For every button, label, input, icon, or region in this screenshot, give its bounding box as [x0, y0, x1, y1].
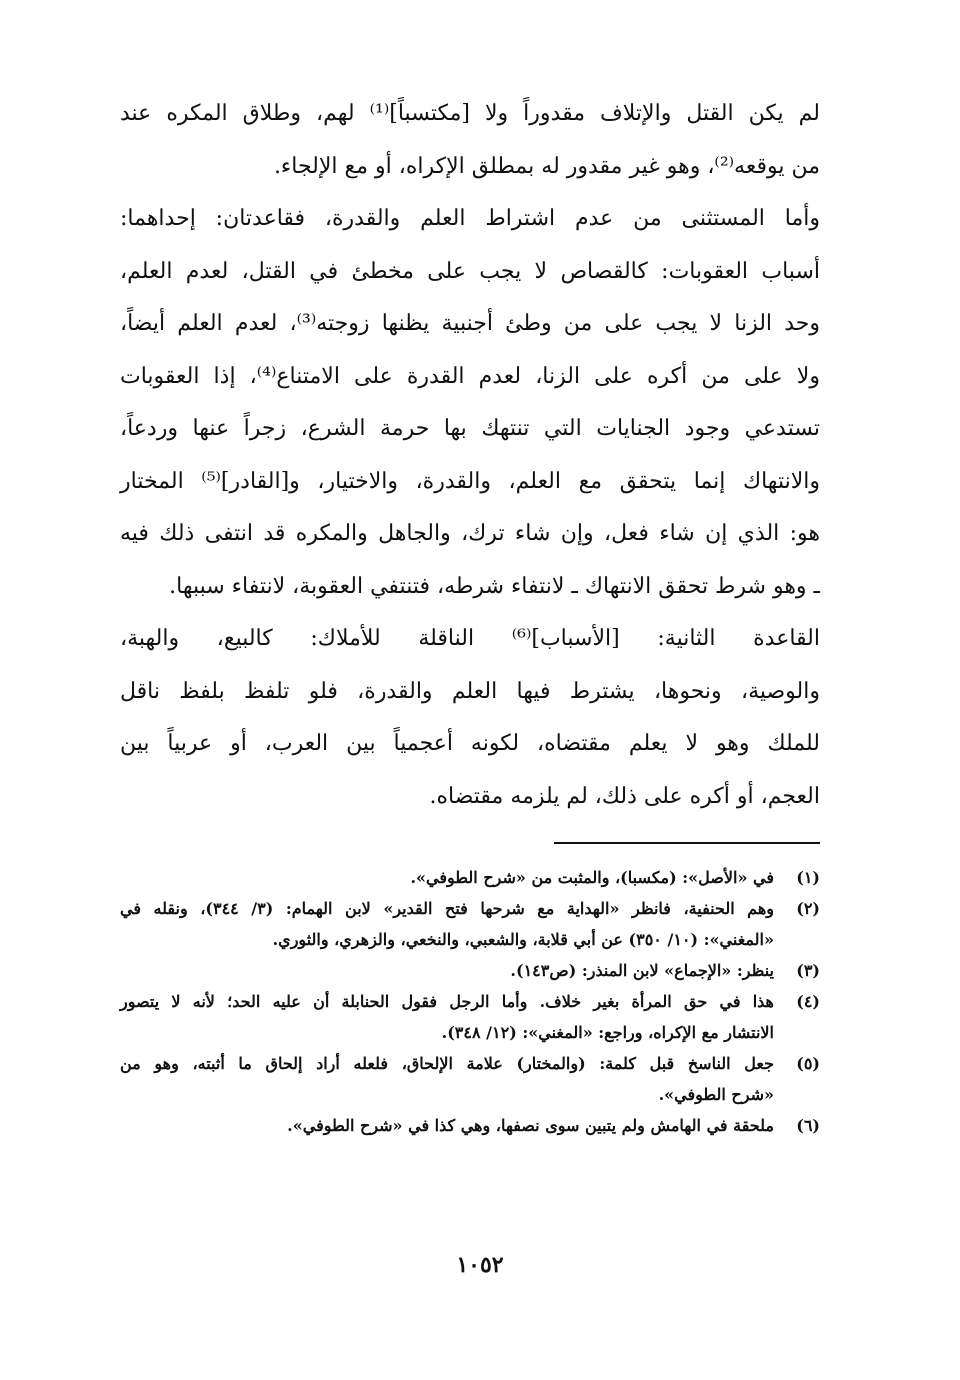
footnote-line: هذا في حق المرأة بغير خلاف. وأما الرجل فقول الحنابلة أن عليه الحد؛ لأنه لا يتصور	[120, 992, 774, 1011]
footnote-text	[120, 1048, 774, 1110]
footnotes	[120, 862, 820, 1141]
text-line: للملك وهو لا يعلم مقتضاه، لكونه أعجمياً بين العرب، أو عربياً بين	[120, 731, 820, 756]
footnote-line: الانتشار مع الإكراه، وراجع: «المغني»: (١٢/ ٣٤٨).	[441, 1023, 774, 1042]
text-line: ـ وهو شرط تحقق الانتهاك ـ لانتفاء شرطه، فتنتفي العقوبة، لانتفاء سببها.	[169, 573, 820, 599]
footnote-number: (٦)	[796, 1116, 820, 1135]
footnote-4	[120, 986, 820, 1048]
footnote-text	[120, 893, 774, 955]
footnote-line: ينظر: «الإجماع» لابن المنذر: (ص١٤٣).	[510, 961, 774, 980]
footnote-number: (٤)	[796, 992, 820, 1011]
text-line: هو: الذي إن شاء فعل، وإن شاء ترك، والجاهل والمكره قد انتفى ذلك فيه	[120, 521, 820, 546]
footnote-line: ملحقة في الهامش ولم يتبين سوى نصفها، وهي كذا في «شرح الطوفي».	[287, 1116, 774, 1135]
footnote-text	[120, 986, 774, 1048]
text-line: تستدعي وجود الجنايات التي تنتهك بها حرمة الشرع، زجراً عنها وردعاً،	[120, 416, 820, 441]
footnote-5	[120, 1048, 820, 1110]
footnote-number: (٥)	[796, 1054, 820, 1073]
text-line: من يوقعه⁽²⁾، وهو غير مقدور له بمطلق الإكراه، أو مع الإلجاء.	[273, 153, 820, 179]
footnote-number: (٣)	[796, 961, 820, 980]
page-number: ١٠٥٢	[456, 1252, 504, 1278]
footnote-6	[120, 1110, 820, 1141]
main-text	[120, 88, 820, 823]
text-line: لم يكن القتل والإتلاف مقدوراً ولا [مكتسباً]⁽¹⁾ لهم، وطلاق المكره عند	[120, 101, 820, 126]
text-line: القاعدة الثانية: [الأسباب]⁽⁶⁾ الناقلة للأملاك: كالبيع، والهبة،	[120, 626, 820, 651]
text-line: والانتهاك إنما يتحقق مع العلم، والقدرة، والاختيار، و[القادر]⁽⁵⁾ المختار	[120, 468, 820, 494]
footnote-line: «المغني»: (١٠/ ٣٥٠) عن أبي قلابة، والشعبي، والنخعي، والزهري، والثوري.	[272, 930, 774, 949]
text-line: أسباب العقوبات: كالقصاص لا يجب على مخطئ في القتل، لعدم العلم،	[120, 258, 820, 284]
footnote-line: «شرح الطوفي».	[658, 1085, 774, 1104]
footnote-text	[120, 955, 774, 986]
footnote-line: جعل الناسخ قبل كلمة: (والمختار) علامة الإلحاق، فلعله أراد إلحاق ما أثبته، وهو من	[120, 1054, 774, 1073]
text-line: والوصية، ونحوها، يشترط فيها العلم والقدرة، فلو تلفظ بلفظ ناقل	[120, 678, 820, 704]
footnote-text	[120, 1110, 774, 1141]
footnote-number: (١)	[796, 868, 820, 887]
footnote-1	[120, 862, 820, 893]
footnote-divider	[554, 842, 820, 844]
text-line: العجم، أو أكره على ذلك، لم يلزمه مقتضاه.	[429, 783, 820, 809]
text-line: وأما المستثنى من عدم اشتراط العلم والقدرة، فقاعدتان: إحداهما:	[120, 206, 820, 231]
footnote-2	[120, 893, 820, 955]
footnote-number: (٢)	[796, 899, 820, 918]
text-line: وحد الزنا لا يجب على من وطئ أجنبية يظنها زوجته⁽³⁾، لعدم العلم أيضاً،	[120, 311, 820, 336]
footnote-text	[120, 862, 774, 893]
text-line: ولا على من أكره على الزنا، لعدم القدرة على الامتناع⁽⁴⁾، إذا العقوبات	[120, 363, 820, 389]
footnote-line: وهم الحنفية، فانظر «الهداية مع شرحها فتح القدير» لابن الهمام: (٣/ ٣٤٤)، ونقله في	[120, 899, 774, 918]
footnote-line: في «الأصل»: (مكسبا)، والمثبت من «شرح الطوفي».	[410, 868, 774, 887]
footnote-3	[120, 955, 820, 986]
